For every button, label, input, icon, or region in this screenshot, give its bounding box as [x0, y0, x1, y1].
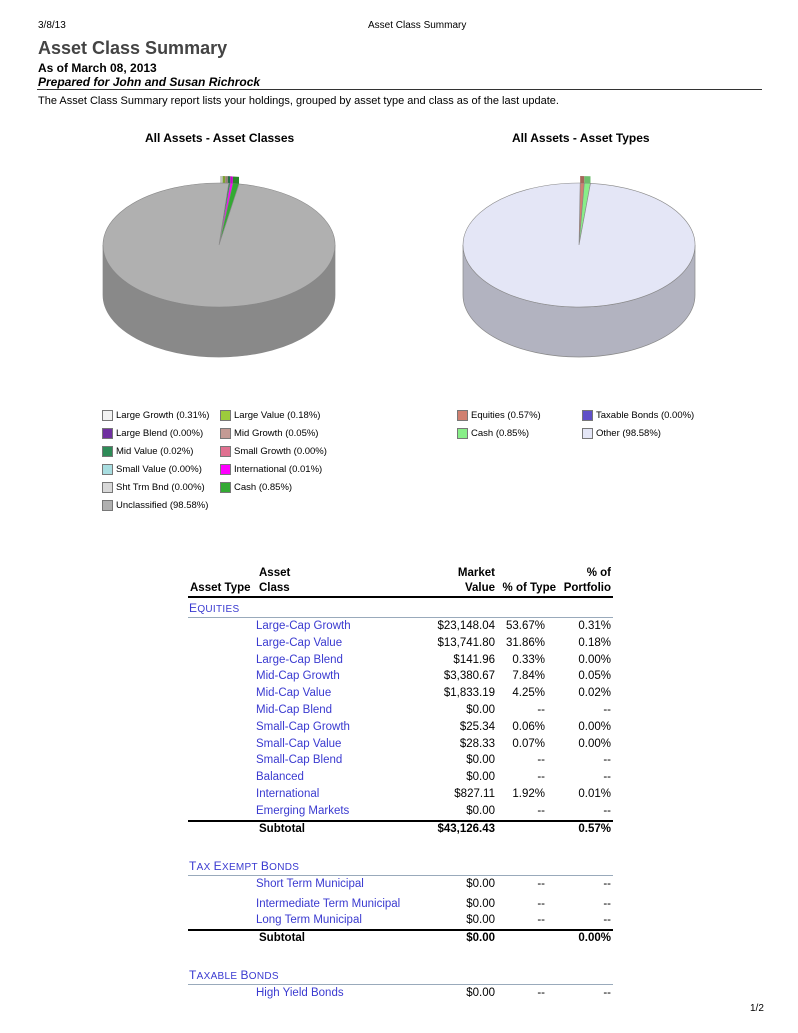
legend-swatch-0-6	[102, 464, 113, 475]
pct-of-portfolio: --	[603, 914, 611, 927]
pie-slice-edge-0-4	[228, 176, 231, 183]
section-spacer	[188, 838, 613, 856]
header-market: Market	[457, 567, 495, 579]
asset-class-name: Small-Cap Blend	[256, 754, 343, 767]
table-row	[188, 635, 613, 652]
report-title: Asset Class Summary	[38, 38, 228, 58]
title-rule	[37, 89, 762, 90]
pct-of-portfolio: 0.05%	[578, 670, 611, 683]
section-title	[188, 965, 613, 984]
asset-classes-chart-title: All Assets - Asset Classes	[145, 131, 295, 145]
asset-class-name: Intermediate Term Municipal	[256, 897, 401, 910]
pie-slice-edge-0-7	[230, 176, 233, 183]
legend-label-1-1: Taxable Bonds (0.00%)	[596, 410, 695, 421]
asset-types-pie	[455, 175, 705, 395]
legend-swatch-0-3	[220, 428, 231, 439]
pie-slice-edge-0-0	[220, 176, 223, 183]
prepared-for: Prepared for John and Susan Richrock	[38, 75, 261, 89]
legend-label-0-9: Cash (0.85%)	[234, 482, 293, 493]
subtotal-row	[188, 822, 613, 838]
legend-swatch-0-4	[102, 446, 113, 457]
pie-slice-edge-0-9	[233, 176, 239, 183]
section-title-initial: T	[189, 968, 197, 983]
legend-item-0-0	[102, 410, 209, 421]
legend-label-1-2: Cash (0.85%)	[471, 428, 530, 439]
market-value: $0.00	[466, 987, 495, 1000]
legend-item-0-7	[220, 464, 322, 475]
pct-of-type: 53.67%	[505, 620, 545, 632]
market-value: $0.00	[466, 804, 495, 817]
legend-swatch-0-10	[102, 500, 113, 511]
section-title-initial: B	[260, 858, 270, 873]
asset-class-name: Emerging Markets	[256, 804, 350, 817]
asset-class-name: Large-Cap Blend	[256, 653, 343, 666]
table-row	[188, 752, 613, 769]
asset-class-name: Mid-Cap Growth	[256, 670, 340, 683]
legend-swatch-0-1	[220, 410, 231, 421]
section-title-rest: AXABLE	[196, 971, 241, 983]
legend-swatch-0-5	[220, 446, 231, 457]
pct-of-portfolio: --	[603, 703, 611, 716]
legend-swatch-1-1	[582, 410, 593, 421]
table-row	[188, 769, 613, 786]
legend-label-1-0: Equities (0.57%)	[471, 410, 541, 421]
table-row	[188, 876, 613, 896]
legend-swatch-0-9	[220, 482, 231, 493]
section-title	[188, 598, 613, 617]
market-value: $827.11	[454, 787, 495, 800]
pct-of-portfolio: 0.02%	[578, 687, 611, 700]
asset-class-name: International	[256, 787, 320, 800]
market-value: $0.00	[466, 703, 495, 716]
legend-label-0-0: Large Growth (0.31%)	[116, 410, 210, 421]
legend-swatch-1-3	[582, 428, 593, 439]
section-title-initial: E	[189, 601, 198, 615]
legend-label-0-2: Large Blend (0.00%)	[116, 428, 204, 439]
header-asset: Asset	[259, 567, 291, 579]
pct-of-type: --	[537, 914, 545, 927]
asset-types-legend	[457, 410, 757, 450]
table-row	[188, 702, 613, 719]
header-value: Value	[464, 582, 495, 594]
pct-of-type: 31.86%	[505, 636, 545, 649]
legend-label-1-3: Other (98.58%)	[596, 428, 661, 439]
section-title-initial: T	[189, 858, 197, 873]
pie-slice-edge-1-0	[580, 176, 584, 183]
market-value: $141.96	[453, 653, 495, 666]
legend-item-0-1	[220, 410, 320, 421]
subtotal-label: Subtotal	[259, 822, 305, 835]
section-title-rest: XEMPT	[221, 861, 261, 873]
table-row	[188, 896, 613, 913]
legend-label-0-4: Mid Value (0.02%)	[116, 446, 194, 457]
table-row	[188, 985, 613, 1002]
table-row	[188, 719, 613, 736]
print-title: Asset Class Summary	[368, 20, 467, 31]
asset-classes-legend	[102, 410, 432, 520]
pct-of-type: --	[537, 771, 545, 784]
legend-item-0-8	[102, 482, 205, 493]
legend-label-0-10: Unclassified (98.58%)	[116, 500, 209, 511]
header-pct-of: % of	[586, 567, 611, 579]
section-title	[188, 856, 613, 875]
section-title-rest: QUITIES	[197, 604, 240, 615]
pct-of-type: 0.06%	[512, 720, 545, 733]
legend-swatch-1-0	[457, 410, 468, 421]
legend-label-0-5: Small Growth (0.00%)	[234, 446, 327, 457]
subtotal-label: Subtotal	[259, 932, 305, 945]
legend-item-0-3	[220, 428, 318, 439]
pct-of-portfolio: 0.00%	[578, 720, 611, 733]
table-row	[188, 652, 613, 669]
market-value: $0.00	[466, 754, 495, 767]
legend-swatch-0-8	[102, 482, 113, 493]
legend-item-0-4	[102, 446, 193, 457]
page-number: 1/2	[750, 1003, 764, 1014]
asset-class-name: Balanced	[256, 771, 304, 784]
pie-slice-1-3	[463, 183, 695, 307]
pct-of-type: --	[537, 703, 545, 716]
pct-of-type: 0.33%	[512, 653, 545, 666]
subtotal-value: $0.00	[466, 932, 495, 945]
pct-of-portfolio: --	[603, 754, 611, 767]
subtotal-pct: 0.00%	[578, 932, 611, 945]
section-title-rest: ONDS	[269, 861, 300, 873]
legend-item-0-5	[220, 446, 327, 457]
pct-of-portfolio: 0.00%	[578, 737, 611, 750]
asset-class-name: Large-Cap Growth	[256, 620, 351, 632]
pct-of-type: 4.25%	[512, 687, 545, 700]
market-value: $13,741.80	[437, 636, 495, 649]
section-title-rest: ONDS	[248, 971, 279, 983]
market-value: $25.34	[459, 720, 495, 733]
legend-label-0-1: Large Value (0.18%)	[234, 410, 321, 421]
pct-of-type: --	[537, 897, 545, 910]
asset-class-name: Small-Cap Value	[256, 737, 342, 750]
pct-of-portfolio: 0.18%	[578, 636, 611, 649]
asset-class-name: High Yield Bonds	[256, 987, 344, 1000]
section-title-initial: B	[240, 968, 249, 983]
pct-of-portfolio: --	[603, 877, 611, 890]
pct-of-type: 1.92%	[512, 787, 545, 800]
legend-item-1-1	[582, 410, 694, 421]
legend-swatch-0-2	[102, 428, 113, 439]
table-row	[188, 618, 613, 635]
legend-item-0-6	[102, 464, 202, 475]
pct-of-portfolio: 0.01%	[578, 787, 611, 800]
table-row	[188, 685, 613, 702]
pie-slice-edge-0-3	[225, 176, 228, 183]
legend-item-1-3	[582, 428, 661, 439]
pct-of-type: 0.07%	[512, 737, 545, 750]
pct-of-type: 7.84%	[512, 670, 545, 683]
legend-label-0-7: International (0.01%)	[234, 464, 323, 475]
subtotal-value: $43,126.43	[437, 822, 495, 835]
pct-of-type: --	[537, 754, 545, 767]
legend-item-1-2	[457, 428, 529, 439]
pct-of-type: --	[537, 877, 545, 890]
market-value: $0.00	[466, 914, 495, 927]
pct-of-type: --	[537, 987, 545, 1000]
asset-class-name: Mid-Cap Blend	[256, 703, 333, 716]
pct-of-portfolio: --	[603, 804, 611, 817]
pct-of-portfolio: 0.00%	[578, 653, 611, 666]
table-row	[188, 912, 613, 929]
legend-swatch-1-2	[457, 428, 468, 439]
pct-of-type: --	[537, 804, 545, 817]
asset-class-name: Small-Cap Growth	[256, 720, 350, 733]
asset-class-name: Short Term Municipal	[256, 877, 364, 890]
as-of-date: As of March 08, 2013	[38, 61, 157, 75]
table-header	[188, 566, 613, 596]
pct-of-portfolio: --	[603, 897, 611, 910]
header-class: Class	[259, 582, 290, 594]
asset-table	[188, 566, 613, 1002]
section-spacer	[188, 947, 613, 965]
asset-class-name: Mid-Cap Value	[256, 687, 332, 700]
header-portfolio: Portfolio	[563, 582, 611, 594]
table-row	[188, 786, 613, 803]
legend-item-0-10	[102, 500, 208, 511]
asset-class-name: Long Term Municipal	[256, 914, 362, 927]
market-value: $0.00	[466, 897, 495, 910]
table-row	[188, 736, 613, 753]
pct-of-portfolio: --	[603, 987, 611, 1000]
pie-slice-edge-0-1	[223, 176, 226, 183]
market-value: $0.00	[466, 877, 495, 890]
asset-class-name: Large-Cap Value	[256, 636, 343, 649]
print-date: 3/8/13	[38, 20, 66, 31]
legend-label-0-3: Mid Growth (0.05%)	[234, 428, 319, 439]
asset-types-chart-title: All Assets - Asset Types	[512, 131, 650, 145]
market-value: $23,148.04	[437, 620, 495, 632]
pct-of-portfolio: 0.31%	[578, 620, 611, 632]
legend-swatch-0-0	[102, 410, 113, 421]
legend-swatch-0-7	[220, 464, 231, 475]
asset-classes-pie	[95, 175, 345, 395]
legend-item-1-0	[457, 410, 541, 421]
pct-of-portfolio: --	[603, 771, 611, 784]
table-row	[188, 803, 613, 820]
legend-label-0-8: Sht Trm Bnd (0.00%)	[116, 482, 205, 493]
legend-label-0-6: Small Value (0.00%)	[116, 464, 202, 475]
market-value: $28.33	[459, 737, 495, 750]
report-description: The Asset Class Summary report lists your holdings, grouped by asset type and class as of the last update.	[38, 95, 559, 107]
market-value: $3,380.67	[443, 670, 495, 683]
pie-slice-edge-1-2	[584, 176, 590, 183]
subtotal-pct: 0.57%	[578, 822, 611, 835]
legend-item-0-2	[102, 428, 203, 439]
section-title-rest: AX	[196, 861, 214, 873]
market-value: $1,833.19	[443, 687, 495, 700]
header-asset-type: Asset Type	[190, 582, 251, 594]
subtotal-row	[188, 931, 613, 947]
section-title-initial: E	[213, 858, 222, 873]
pie-slice-0-10	[103, 183, 335, 307]
header-pct-type: % of Type	[502, 582, 556, 594]
table-row	[188, 668, 613, 685]
market-value: $0.00	[466, 771, 495, 784]
legend-item-0-9	[220, 482, 292, 493]
